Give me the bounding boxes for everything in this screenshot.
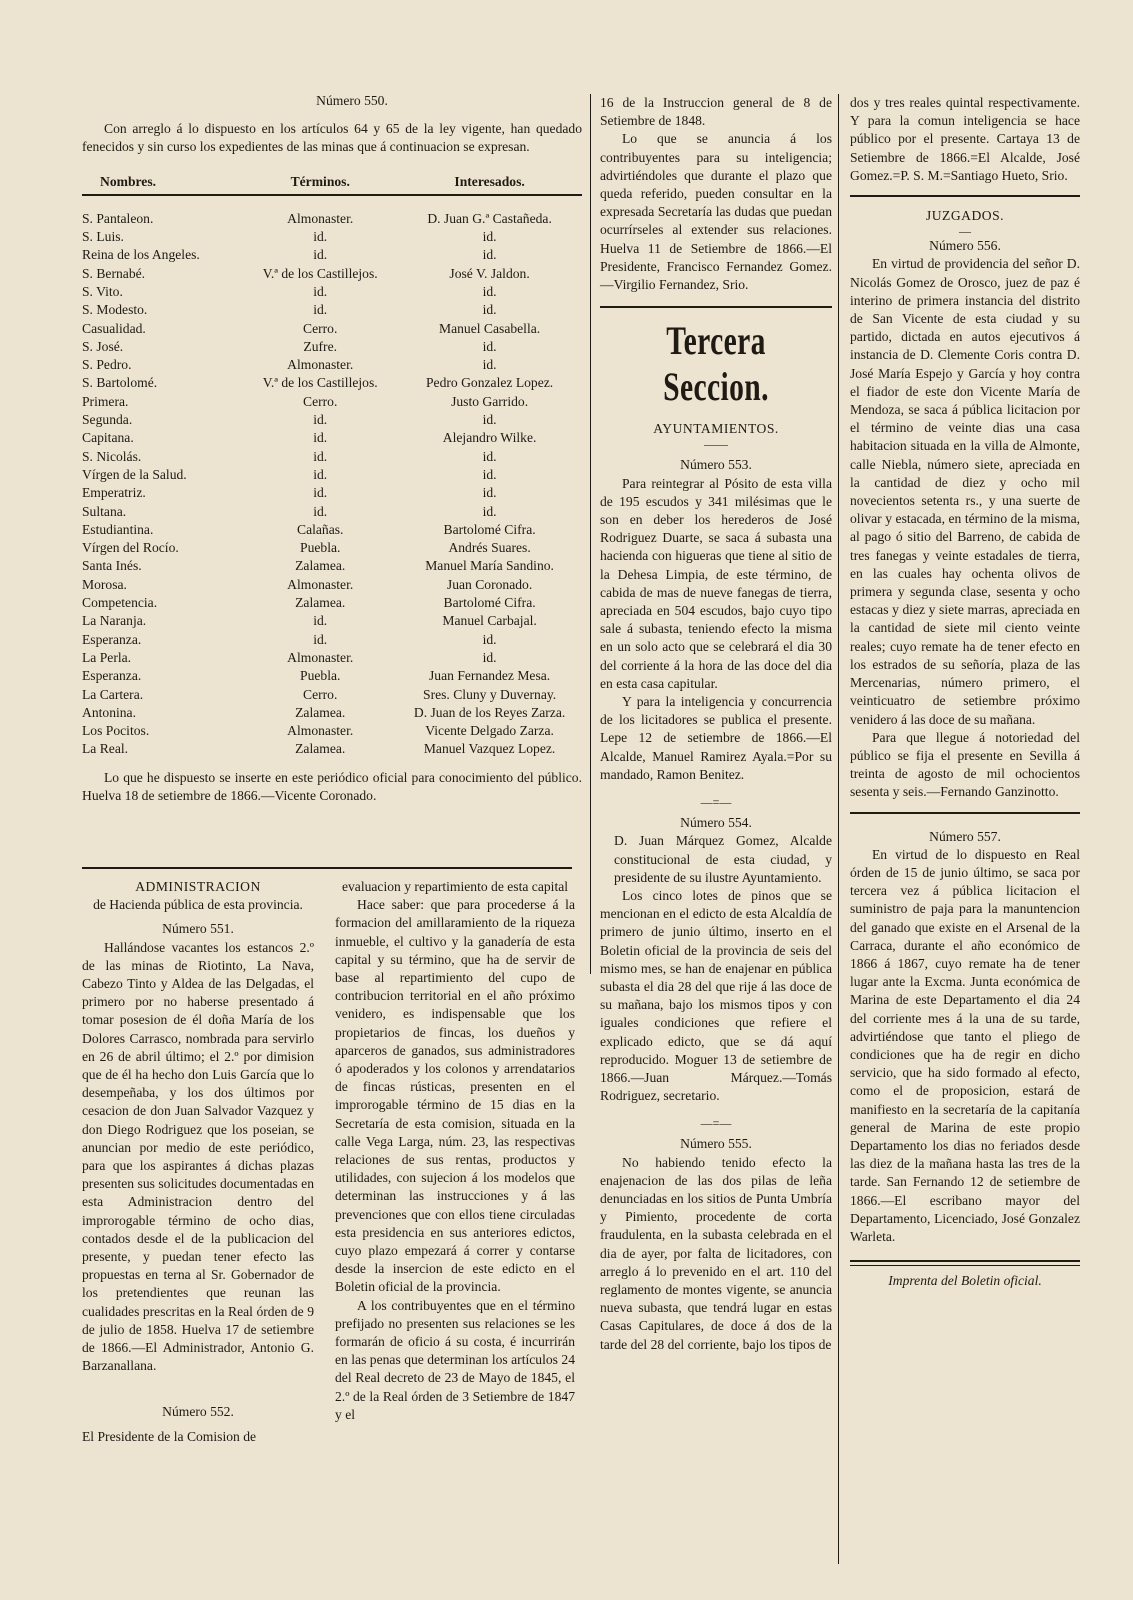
col3-cont2: Lo que se anuncia á los contribuyentes para su inteligencia; advirtiéndoles que durante el plazo que queda referido, pueden consultar en la expresada Secretaría las dudas que puedan ocurrírseles al extender sus relaciones. Huelva 11 de Setiembre de 1866.—El Presidente, Francisco Fernandez Gomez.—Virgilio Fernandez, Srio. [600, 131, 832, 293]
header-nombres: Nombres. [82, 173, 243, 195]
table-row [82, 265, 582, 283]
col4-cont: dos y tres reales quintal respectivamente. Y para la comun inteligencia se hace público por el presente. Cartaya 13 de Setiembre de 1866.=El Alcalde, José Gomez.=P. S. M.=Santiago Hueto, Srio. [850, 95, 1080, 183]
notice-554-text: Los cinco lotes de pinos que se mencionan en el edicto de esta Alcaldía de primero de junio último, inserto en el Boletin oficial de la provincia de seis del mismo mes, se han de enajenar en pública subasta el dia 28 del que rije á las doce de su mañana, bajo los mismos tipos y con iguales condiciones que refiere el explicado edicto, que se dá aquí reproducido. Moguer 13 de setiembre de 1866.—Juan Márquez.—Tomás Rodriguez, secretario. [600, 887, 832, 1104]
table-row [82, 576, 582, 594]
mine-name: S. Bartolomé. [82, 375, 158, 391]
notice-554-title: Número 554. [680, 815, 752, 831]
table-row [82, 374, 582, 392]
tercera-seccion-title: Tercera Seccion. [663, 318, 769, 410]
mine-interesado: id. [482, 485, 497, 501]
column-divider [590, 94, 591, 974]
mine-termino: Almonaster. [287, 649, 354, 665]
mine-name: S. Bernabé. [82, 265, 146, 281]
mine-name: Los Pocitos. [82, 723, 150, 739]
mine-termino: Cerro. [303, 686, 338, 702]
mine-interesado: id. [482, 229, 497, 245]
mine-interesado: Andrés Suares. [448, 540, 531, 556]
col2-p2: A los contribuyentes que en el término prefijado no presenten sus relaciones se les formarán de oficio á su costa, é incurrirán en las penas que determinan los artículos 24 del Real decreto de 23 de Mayo de 1845, el 2.º de la Real órden de 3 Setiembre de 1847 y el [335, 1297, 575, 1422]
mine-name: La Real. [82, 741, 129, 757]
table-row [82, 557, 582, 575]
table-row [82, 484, 582, 502]
table-row [82, 612, 582, 630]
mine-termino: id. [313, 613, 328, 629]
mine-name: S. Luis. [82, 229, 124, 245]
mine-interesado: Alejandro Wilke. [442, 430, 537, 446]
mine-termino: id. [313, 503, 328, 519]
mine-interesado: Vicente Delgado Zarza. [425, 723, 554, 739]
mine-termino: Zufre. [303, 338, 338, 354]
mine-termino: Cerro. [303, 320, 338, 336]
mine-name: Vírgen del Rocío. [82, 540, 179, 556]
column-divider [838, 94, 839, 1564]
notice-554-head: D. Juan Márquez Gomez, Alcalde constitucional de esta ciudad, y presidente de su ilustre Ayuntamiento. [614, 833, 832, 885]
mine-interesado: D. Juan de los Reyes Zarza. [413, 704, 566, 720]
notice-551-text: Hallándose vacantes los estancos 2.º de las minas de Riotinto, La Nava, Cabezo Tinto y Aldea de las Delgadas, el primero por no haberse presentado á tomar posesion de él doña María de los Dolores Carrasco, nombrada para servirlo en 26 de abril último; el 2.º por dimision que de él ha hecho don Luis García que lo desempeñaba, y los dos últimos por cesacion de don Juan Salvador Vazquez y don Diego Rodriguez que los poseian, se anuncian por medio de este periódico, para que los aspirantes á dichas plazas presenten sus solicitudes documentadas en esta Administracion dentro del improrogable término de ocho dias, contados desde el de la publicacion del presente, y puedan tener efecto las propuestas en terna al Sr. Gobernador de los pretendientes que reunan las cualidades prescritas en la Real órden de 9 de julio de 1858. Huelva 17 de setiembre de 1866.—El Administrador, Antonio G. Barzanallana. [82, 939, 314, 1374]
table-row [82, 631, 582, 649]
mine-termino: V.ª de los Castillejos. [262, 375, 378, 391]
notice-556-p1: En virtud de providencia del señor D. Nicolás Gomez de Orosco, juez de paz é interino de primera instancia del distrito de San Vicente de esta ciudad y su partido, dictada en autos ejecutivos á instancia de D. Clemente Coris contra D. José María Espejo y García y hoy contra el fiador de este don Vicente María de Mendoza, se saca á pública licitacion por el término de veinte dias una casa habitacion situada en la villa de Almonte, calle Niebla, número siete, apreciada en la cantidad de diez y ocho mil novecientos setenta rs., y una suerte de olivar y estacada, en término de la misma, al pago ó sitio del Barreno, de cabida de tres fanegas y veinte estadales de tierra, en las cuales hay ochenta olivos de primera y segunda clase, sesenta y ocho estacas y diez y siete marras, apreciada en la cantidad de siete mil ciento veinte reales; cuyo remate ha de tener efecto en los estrados de su señoría, plaza de las Mercenarias, número primero, el veinticuatro de setiembre próximo venidero á las doce de su mañana. [850, 256, 1080, 727]
admin-column [82, 878, 314, 1446]
notice-553-p1: Para reintegrar al Pósito de esta villa de 195 escudos y 341 milésimas que le son en deber los herederos de José Rodriguez Duarte, se saca á subasta una hacienda con higueras que tiene al sitio de la Dehesa Limpia, de este término, de cabida de mas de nueve fanegas de tierra, apreciada en 504 escudos, bajo cuyo tipo sale á subasta, teniendo efecto la misma en un solo acto que se celebrará el dia 30 del corriente á la hora de las doce del dia en esta casa capitular. [600, 475, 832, 691]
mine-name: Emperatriz. [82, 485, 146, 501]
mine-termino: id. [313, 302, 328, 318]
mine-termino: id. [313, 284, 328, 299]
mine-termino: id. [313, 485, 328, 501]
notice-550-intro: Con arreglo á lo dispuesto en los artículos 64 y 65 de la ley vigente, han quedado fenecidos y sin curso los expedientes de las minas que á continuacion se expresan. [82, 121, 582, 155]
mine-name: Vírgen de la Salud. [82, 466, 187, 482]
ayuntamientos-heading: AYUNTAMIENTOS. [653, 421, 779, 437]
col2-head: evaluacion y repartimiento de esta capital [341, 879, 569, 894]
double-rule [850, 1260, 1080, 1266]
mine-name: La Perla. [82, 649, 132, 665]
mine-name: Primera. [82, 393, 129, 409]
mine-name: S. José. [82, 338, 124, 354]
mine-interesado: D. Juan G.ª Castañeda. [427, 210, 552, 226]
mine-name: La Cartera. [82, 686, 144, 702]
header-interesados: Interesados. [397, 173, 582, 195]
mine-name: Reina de los Angeles. [82, 247, 200, 263]
mine-termino: V.ª de los Castillejos. [262, 265, 378, 281]
notice-556-p2: Para que llegue á notoriedad del público se fija el presente en Sevilla á treinta de agosto de mil ochocientos sesenta y seis.—Fernando Ganzinotto. [850, 729, 1080, 800]
mine-termino: Almonaster. [287, 210, 354, 226]
mine-termino: id. [313, 229, 328, 245]
mine-name: S. Vito. [82, 284, 123, 299]
mine-interesado: id. [482, 649, 497, 665]
mine-interesado: id. [482, 412, 497, 428]
dash-ornament: —=— [700, 795, 732, 810]
mine-name: Morosa. [82, 576, 127, 592]
mine-termino: Zalamea. [295, 595, 346, 611]
mine-termino: Almonaster. [287, 576, 354, 592]
rule [850, 195, 1080, 197]
mine-interesado: Manuel María Sandino. [425, 558, 554, 574]
table-row [82, 411, 582, 429]
table-row [82, 722, 582, 740]
col4-text [850, 94, 1080, 1290]
mine-name: Competencia. [82, 595, 158, 611]
mine-interesado: id. [482, 448, 497, 464]
imprenta-footer: Imprenta del Boletin oficial. [888, 1273, 1042, 1289]
mines-table-body [82, 210, 582, 759]
mine-name: Sultana. [82, 503, 127, 519]
notice-550-title: Número 550. [316, 93, 388, 108]
mine-name: Esperanza. [82, 631, 142, 647]
table-row [82, 667, 582, 685]
table-row [82, 283, 582, 301]
mine-name: Capitana. [82, 430, 134, 446]
mine-name: Estudiantina. [82, 521, 154, 537]
table-row [82, 466, 582, 484]
notice-553-p2: Y para la inteligencia y concurrencia de los licitadores se publica el presente. Lepe 12 de setiembre de 1866.—El Alcalde, Manuel Ramirez Ayala.=Por su mandado, Ramon Benitez. [600, 694, 832, 782]
rule [850, 812, 1080, 814]
mine-interesado: id. [482, 357, 497, 373]
table-row [82, 429, 582, 447]
col3-text [600, 94, 832, 1354]
mine-termino: Calañas. [297, 521, 344, 537]
mine-termino: Puebla. [300, 668, 341, 684]
mine-interesado: José V. Jaldon. [449, 265, 530, 281]
table-row [82, 338, 582, 356]
mine-interesado: Manuel Casabella. [439, 320, 541, 336]
mine-termino: Zalamea. [295, 704, 346, 720]
notice-557-title: Número 557. [929, 828, 1001, 844]
mine-interesado: id. [482, 466, 497, 482]
mine-termino: id. [313, 412, 328, 428]
mines-table-header [82, 173, 582, 195]
table-row [82, 539, 582, 557]
table-row [82, 448, 582, 466]
mine-termino: Almonaster. [287, 723, 354, 739]
section-rule [82, 867, 572, 869]
mine-termino: id. [313, 247, 328, 263]
mine-termino: id. [313, 448, 328, 464]
mine-interesado: Juan Coronado. [446, 576, 533, 592]
mine-termino: Zalamea. [295, 558, 346, 574]
table-row [82, 704, 582, 722]
admin-heading: ADMINISTRACION [135, 879, 261, 894]
mine-interesado: id. [482, 247, 497, 263]
notice-552-start: El Presidente de la Comision de [82, 1428, 257, 1444]
col2-text [335, 878, 575, 1424]
table-row [82, 301, 582, 319]
col3-cont: 16 de la Instruccion general de 8 de Setiembre de 1848. [600, 95, 832, 129]
table-row [82, 521, 582, 539]
notice-552-title: Número 552. [162, 1404, 234, 1420]
mine-name: La Naranja. [82, 613, 147, 629]
mine-name: Segunda. [82, 412, 133, 428]
mine-termino: Cerro. [303, 393, 338, 409]
mine-termino: id. [313, 631, 328, 647]
notice-553-title: Número 553. [680, 457, 752, 473]
mine-interesado: Bartolomé Cifra. [443, 595, 536, 611]
notice-557-text: En virtud de lo dispuesto en Real órden de 15 de junio último, se saca por tercera vez á pública licitacion el suministro de paja para la manuntencion del ganado que existe en el Arsenal de la Carraca, durante el año económico de 1866 á 1867, cuyo remate ha de tener lugar ante la Excma. Junta económica de Marina de este Departamento el dia 24 del corriente mes á la una de su tarde, advirtiéndose que tanto el pliego de condiciones que ha de regir en dicho servicio, que ha sido formado al efecto, como el de proposicion, estará de manifiesto en la secretaría de la capitanía general de Marina de este propio Departamento los dias no feriados desde las diez de la mañana hasta las tres de la tarde. San Fernando 12 de setiembre de 1866.—El escribano mayor del Departamento, Licenciado, José Gonzalez Warleta. [850, 846, 1080, 1244]
table-row [82, 320, 582, 338]
mine-name: S. Nicolás. [82, 448, 142, 464]
mine-name: Antonina. [82, 704, 136, 720]
dash-ornament: —=— [700, 1116, 732, 1131]
mine-interesado: id. [482, 284, 497, 299]
mine-name: S. Pedro. [82, 357, 132, 373]
rule [600, 306, 832, 308]
dash-ornament: — [959, 224, 971, 239]
mine-interesado: Bartolomé Cifra. [443, 521, 536, 537]
admin-subheading: de Hacienda pública de esta provincia. [93, 897, 303, 913]
mine-name: S. Pantaleon. [82, 210, 154, 226]
header-terminos: Términos. [243, 173, 397, 195]
mine-interesado: Justo Garrido. [451, 393, 529, 409]
mine-interesado: id. [482, 503, 497, 519]
dash-ornament: —— [704, 437, 728, 452]
mine-interesado: Pedro Gonzalez Lopez. [425, 375, 554, 391]
mine-termino: Zalamea. [295, 741, 346, 757]
juzgados-heading: JUZGADOS. [925, 208, 1005, 224]
notice-551-title: Número 551. [162, 921, 234, 937]
mine-termino: Puebla. [300, 540, 341, 556]
mine-termino: id. [313, 430, 328, 446]
mine-interesado: Juan Fernandez Mesa. [429, 668, 551, 684]
notice-550 [82, 92, 582, 805]
table-row [82, 503, 582, 521]
notice-550-closing: Lo que he dispuesto se inserte en este periódico oficial para conocimiento del público. Huelva 18 de setiembre de 1866.—Vicente Coronado. [82, 769, 582, 803]
mine-interesado: Sres. Cluny y Duvernay. [423, 686, 557, 702]
mines-table [82, 173, 582, 759]
table-row [82, 246, 582, 264]
table-row [82, 740, 582, 758]
mine-interesado: Manuel Vazquez Lopez. [423, 741, 556, 757]
mine-termino: Almonaster. [287, 357, 354, 373]
table-row [82, 228, 582, 246]
table-row [82, 393, 582, 411]
mine-interesado: id. [482, 338, 497, 354]
table-row [82, 686, 582, 704]
mine-interesado: Manuel Carbajal. [442, 613, 537, 629]
table-row [82, 210, 582, 228]
mine-name: Esperanza. [82, 668, 142, 684]
mine-name: Santa Inés. [82, 558, 142, 574]
mine-interesado: id. [482, 631, 497, 647]
col2-p1: Hace saber: que para procederse á la formacion del amillaramiento de la riqueza inmueble, el cultivo y la ganadería de esta capital y su término, que ha de servir de base al repartimiento del cupo de contribucion territorial en el año próximo venidero, es indispensable que los propietarios de fincas, los dueños y aparceros de ganados, sus administradores ó apoderados y los colonos y arrendatarios de fincas rústicas, presenten en el improrogable término de 15 dias en la Secretaría de esta comision, situada en la calle Vega Larga, núm. 23, las respectivas relaciones de sus rentas, productos y utilidades, con sujecion á los modelos que determinan las instrucciones y á las prevenciones que con ellos tiene circuladas esta presidencia en sus anteriores edictos, cuyo plazo empezará á correr y contarse desde la insercion de este edicto en el Boletin oficial de la provincia. [335, 897, 575, 1295]
mine-termino: id. [313, 466, 328, 482]
notice-555-title: Número 555. [680, 1136, 752, 1152]
mine-interesado: id. [482, 302, 497, 318]
mine-name: Casualidad. [82, 320, 146, 336]
mine-name: S. Modesto. [82, 302, 148, 318]
table-row [82, 356, 582, 374]
notice-555-text: No habiendo tenido efecto la enajenacion de las dos pilas de leña denunciadas en los sitios de Punta Umbría y Pimiento, procedente de corta fraudulenta, en la subasta celebrada en el dia de ayer, por falta de licitadores, con arreglo á lo prevenido en el art. 110 del reglamento de montes vigente, se anuncia nueva subasta, que tendrá lugar en estas Casas Capitulares, de doce á dos de la tarde del 28 del corriente, bajo los tipos de [600, 1154, 832, 1352]
table-row [82, 594, 582, 612]
notice-556-title: Número 556. [929, 238, 1001, 254]
table-row [82, 649, 582, 667]
